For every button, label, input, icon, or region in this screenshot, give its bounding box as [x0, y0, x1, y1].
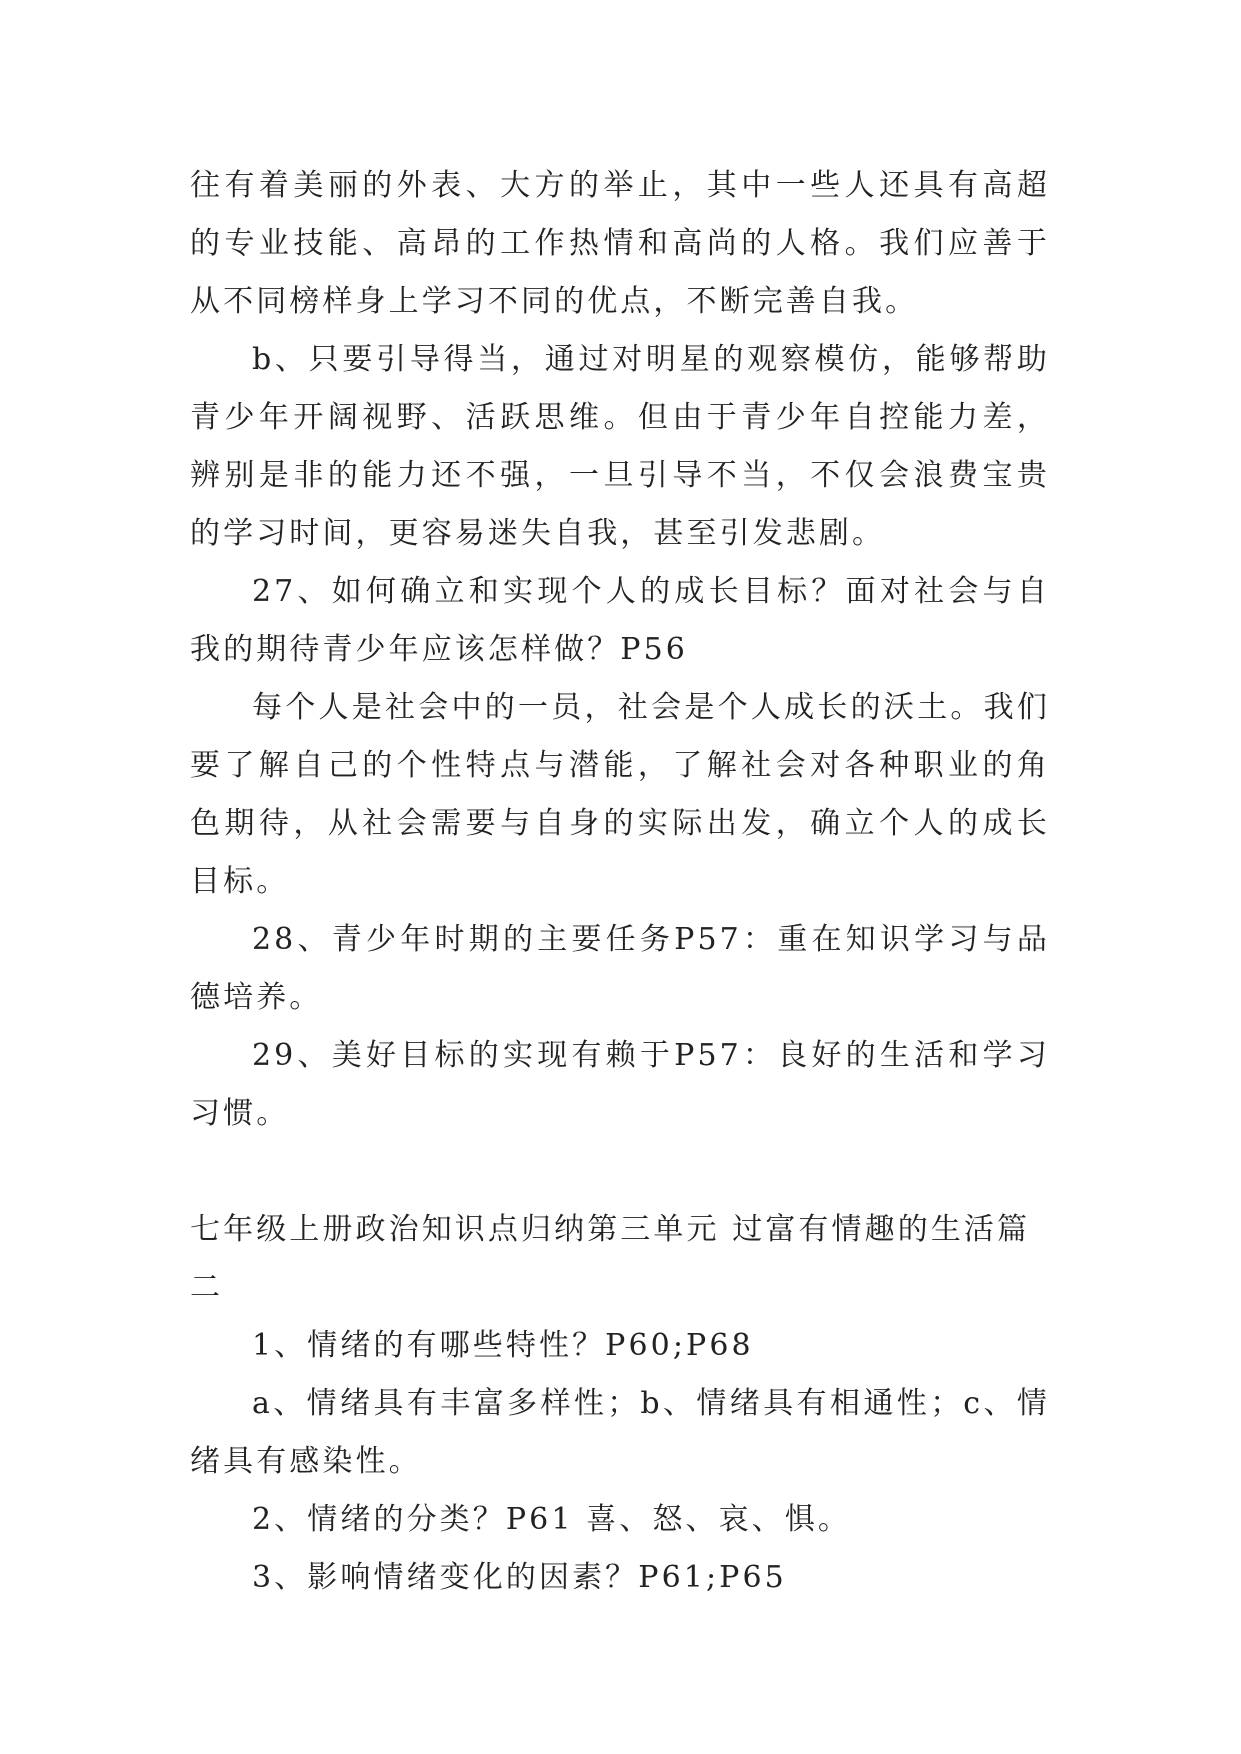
document-body [190, 157, 1050, 1607]
answer-27: 每个人是社会中的一员，社会是个人成长的沃土。我们要了解自己的个性特点与潜能，了解社会对各种职业的角色期待，从社会需要与自身的实际出发，确立个人的成长目标。 [190, 690, 1050, 899]
paragraph-star-influence: b、只要引导得当，通过对明星的观察模仿，能够帮助青少年开阔视野、活跃思维。但由于青少年自控能力差，辨别是非的能力还不强，一旦引导不当，不仅会浪费宝贵的学习时间，更容易迷失自我，甚至引发悲剧。 [190, 342, 1050, 551]
question-29: 29、美好目标的实现有赖于P57：良好的生活和学习习惯。 [190, 1038, 1050, 1131]
question-2: 2、情绪的分类？P61 喜、怒、哀、惧。 [252, 1502, 851, 1537]
question-28: 28、青少年时期的主要任务P57：重在知识学习与品德培养。 [190, 922, 1050, 1015]
question-3: 3、影响情绪变化的因素？P61;P65 [252, 1560, 787, 1595]
answer-1: a、情绪具有丰富多样性；b、情绪具有相通性；c、情绪具有感染性。 [190, 1386, 1050, 1479]
question-27: 27、如何确立和实现个人的成长目标？面对社会与自我的期待青少年应该怎样做？P56 [190, 574, 1050, 667]
section-heading: 七年级上册政治知识点归纳第三单元 过富有情趣的生活篇二 [190, 1212, 1031, 1305]
paragraph-continuation: 往有着美丽的外表、大方的举止，其中一些人还具有高超的专业技能、高昂的工作热情和高尚的人格。我们应善于从不同榜样身上学习不同的优点，不断完善自我。 [190, 168, 1050, 319]
section-spacer [190, 1143, 1050, 1201]
question-1: 1、情绪的有哪些特性？P60;P68 [252, 1328, 754, 1363]
